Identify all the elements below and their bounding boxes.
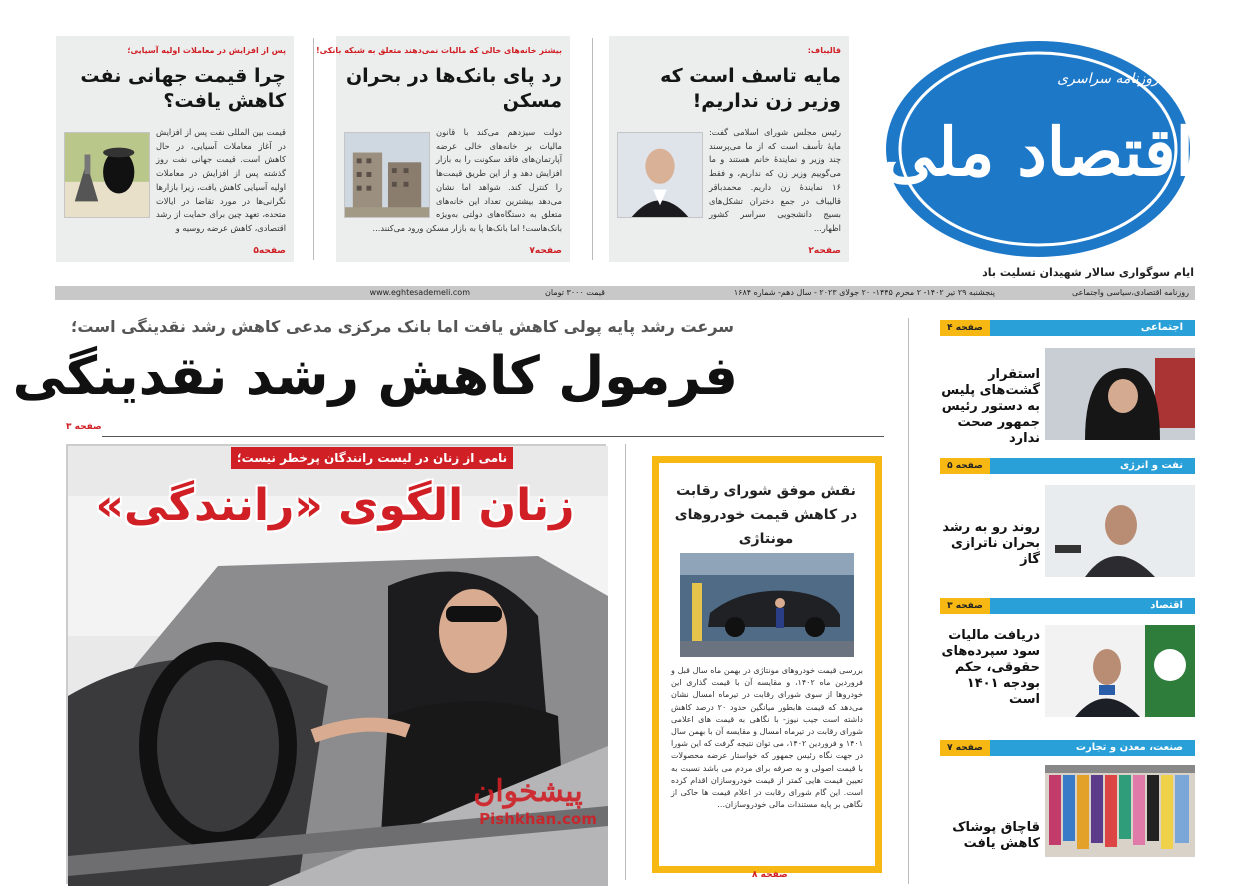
teaser-body: دولت سیزدهم می‌کند با قانون مالیات بر خانه‌های خالی عرضه آپارتمان‌های فاقد سکونت را به بازار افزایش دهد و از این طریق قیمت‌ها را کنترل کند. شواهد اما نشان می‌دهد بیشترین تعداد این خانه‌های متعلق به دستگاه‌های دولتی به‌ویژه بانک‌هاست! اما بانک‌ها پا به بازار مسکن ورود می‌کنند... (344, 126, 562, 236)
condolence-line: ایام سوگواری سالار شهیدان تسلیت باد (982, 266, 1194, 279)
section-label: اقتصاد (1150, 600, 1183, 611)
feature-kicker: نامی از زنان در لیست رانندگان پرخطر نیست؛ (231, 447, 513, 469)
ghalibaf-portrait (617, 132, 703, 218)
section-title[interactable]: استقرار گشت‌های پلیس به دستور رئیس جمهور صحت ندارد (941, 367, 1040, 446)
teaser-title[interactable]: چرا قیمت جهانی نفت کاهش یافت؟ (80, 65, 286, 112)
teaser-page: صفحه۷ (529, 246, 562, 256)
teaser-page: صفحه۲ (808, 246, 841, 256)
story-page: صفحه ۸ (752, 870, 788, 880)
car-factory-photo (680, 553, 854, 657)
headline-page: صفحه ۳ (66, 422, 102, 432)
paper-type: روزنامه اقتصادی،سیاسی واجتماعی (1071, 288, 1189, 297)
main-headline[interactable]: فرمول کاهش رشد نقدینگی (12, 346, 738, 407)
section-title[interactable]: قاچاق پوشاک کاهش یافت (952, 820, 1040, 851)
teaser-page: صفحه۵ (253, 246, 286, 256)
section-label: اجتماعی (1140, 322, 1183, 333)
section-title[interactable]: روند رو به رشد بحران ناترازی گاز (942, 520, 1040, 567)
feature-title[interactable]: زنان الگوی «رانندگی» (95, 480, 575, 531)
section-header-energy[interactable] (940, 458, 1195, 474)
section-page: صفحه ۴ (940, 320, 990, 336)
logo-wordmark: اقتصاد ملی (882, 113, 1194, 191)
section-label: نفت و انرژی (1119, 460, 1183, 471)
section-photo (1045, 625, 1195, 717)
teaser-divider (592, 38, 593, 260)
section-header-industry[interactable] (940, 740, 1195, 756)
buildings-photo (344, 132, 430, 218)
story-title[interactable]: نقش موفق شورای رقابت در کاهش قیمت خودروهای مونتاژی (674, 483, 858, 547)
teaser-title[interactable]: مایه تاسف است که وزیر زن نداریم! (660, 65, 841, 112)
column-divider (625, 444, 626, 880)
section-page: صفحه ۵ (940, 458, 990, 474)
section-title[interactable]: دریافت مالیات سود سپرده‌های حقوقی، حکم بودجه ۱۴۰۱ است (941, 628, 1040, 707)
headline-super: سرعت رشد پایه پولی کاهش یافت اما بانک مرکزی مدعی کاهش رشد نقدینگی است؛ (71, 317, 734, 336)
section-page: صفحه ۳ (940, 598, 990, 614)
teaser-ghalibaf[interactable] (609, 36, 849, 262)
teaser-kicker: پس از افزایش در معاملات اولیه آسیایی؛ (127, 46, 286, 55)
column-divider (908, 318, 909, 884)
oil-barrel-photo (64, 132, 150, 218)
section-page: صفحه ۷ (940, 740, 990, 756)
teaser-body: قیمت بین المللی نفت پس از افزایش در آغاز معاملات آسیایی، در حال کاهش است. قیمت جهانی نفت روز گذشته پس از افزایش در معاملات اولیه آسیایی کاهش یافت، زیرا بازارها نگرانی‌ها در مورد تقاضا در ایالات متحده، تعهد چین برای حمایت از رشد اقتصادی، کاهش عرضه روسیه و (64, 126, 286, 236)
teaser-kicker: بیشتر خانه‌های خالی که مالیات نمی‌دهند متعلق به شبکه بانکی! (316, 46, 562, 55)
pishkhan-url: Pishkhan.com (479, 810, 597, 828)
teaser-oil[interactable] (56, 36, 294, 262)
issue-price: قیمت ۳۰۰۰ تومان (545, 288, 605, 297)
car-price-story[interactable] (652, 456, 882, 873)
section-photo (1045, 348, 1195, 440)
section-photo (1045, 765, 1195, 857)
logo-tagline: روزنامه سراسری (1057, 71, 1159, 87)
story-body: بررسی قیمت خودروهای مونتاژی در بهمن ماه سال قبل و فروردین ماه ۱۴۰۲، و مقایسه آن با قیمت گذاری این خودروها از سوی شورای رقابت در تیرماه امسال نشان می‌دهد که قیمت هابطور میانگین حدود ۲۰ درصد کاهش داشته است جیب نیوز- با نگاهی به قیمت های اعلامی شورای رقابت در تیرماه امسال و مقایسه آن با بهمن سال ۱۴۰۱ و فروردین ۱۴۰۲، می توان نتیجه گرفت که این شورا در جهت نگاه رئیس جمهور که خواستار عرضه محصولات با قیمت اصولی و به صرفه برای مردم می باشد نسبت به تعیین قیمت هایی کمتر از قیمت خودروسازان اقدام کرده است. این گام شورای رقابت در اعلام قیمت ها حاکی از نگاهی بر پایه مستندات مالی خودروسازان... (671, 666, 864, 810)
pishkhan-watermark: پیشخوان (473, 774, 583, 809)
section-header-economy[interactable] (940, 598, 1195, 614)
website-link[interactable]: www.eghtesademeli.com (369, 288, 470, 297)
teaser-body: رئیس مجلس شورای اسلامی گفت: مایهٔ تأسف است که از ما می‌پرسند چند وزیر و نمایندهٔ خانم هستند و ما می‌گوییم وزیر زن که نداریم، و فقط ۱۶ نمایندهٔ زن داریم. محمدباقر قالیباف در جمع دختران تشکل‌های بسیج دانشجویی سراسر کشور اظهار... (617, 126, 841, 236)
issue-date: پنجشنبه ۲۹ تیر ۱۴۰۲- ۲ محرم ۱۴۴۵- ۲۰ جولای ۲۰۲۳ - سال دهم- شماره ۱۶۸۴ (733, 288, 995, 297)
masthead-logo[interactable] (882, 37, 1194, 262)
headline-rule (102, 436, 884, 437)
teaser-banks[interactable] (316, 36, 570, 262)
section-label: صنعت، معدن و تجارت (1075, 742, 1183, 753)
teaser-divider (313, 38, 314, 260)
teaser-title[interactable]: رد پای بانک‌ها در بحران مسکن (345, 65, 562, 112)
section-header-social[interactable] (940, 320, 1195, 336)
section-photo (1045, 485, 1195, 577)
teaser-kicker: قالیباف: (807, 46, 841, 55)
issue-info-bar (55, 286, 1195, 300)
